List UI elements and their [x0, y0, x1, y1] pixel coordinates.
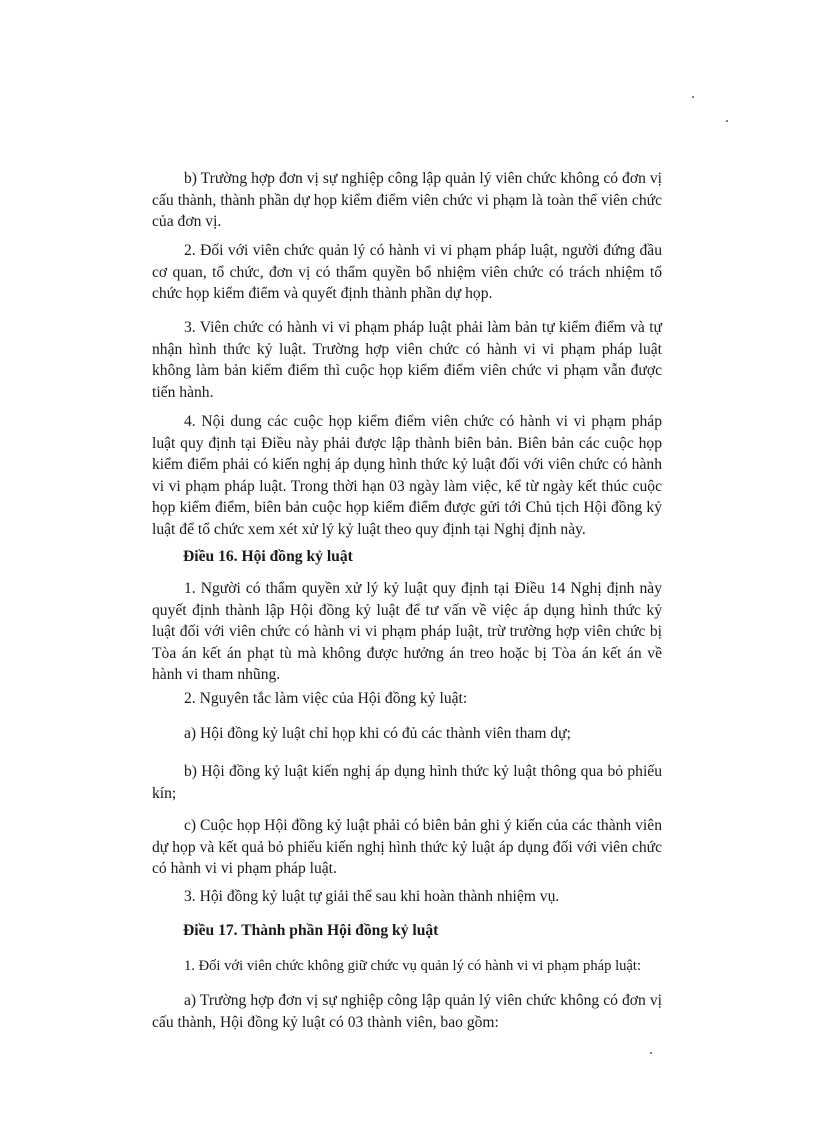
paragraph-16-1: 1. Người có thẩm quyền xử lý kỷ luật quy định tại Điều 14 Nghị định này quyết định thành lập Hội đồng kỷ luật để tư vấn về việc áp dụng hình thức kỷ luật đối với viên chức có hành vi vi phạm pháp luật, trừ trường hợp viên chức bị Tòa án kết án phạt tù mà không được hưởng án treo hoặc bị Tòa án kết án về hành vi tham nhũng.: [152, 580, 662, 683]
paragraph-15-4: 4. Nội dung các cuộc họp kiểm điểm viên chức có hành vi vi phạm pháp luật quy định tại Điều này phải được lập thành biên bản. Biên bản các cuộc họp kiểm điểm phải có kiến nghị áp dụng hình thức kỷ luật đối với viên chức có hành vi vi phạm pháp luật. Trong thời hạn 03 ngày làm việc, kể từ ngày kết thúc cuộc họp kiểm điểm, biên bản cuộc họp kiểm điểm được gửi tới Chủ tịch Hội đồng kỷ luật để tổ chức xem xét xử lý kỷ luật theo quy định tại Nghị định này.: [152, 413, 662, 538]
paragraph-16-2: 2. Nguyên tắc làm việc của Hội đồng kỷ luật:: [184, 690, 468, 707]
paragraph-15-1b: b) Trường hợp đơn vị sự nghiệp công lập quản lý viên chức không có đơn vị cấu thành, thành phần dự họp kiểm điểm viên chức vi phạm là toàn thể viên chức của đơn vị.: [152, 170, 662, 230]
paragraph-16-2c: c) Cuộc họp Hội đồng kỷ luật phải có biên bản ghi ý kiến của các thành viên dự họp và kết quả bỏ phiếu kiến nghị hình thức kỷ luật áp dụng đối với viên chức có hành vi vi phạm pháp luật.: [152, 817, 662, 877]
paragraph-17-1: 1. Đối với viên chức không giữ chức vụ quản lý có hành vi vi phạm pháp luật:: [184, 958, 642, 974]
paragraph-16-2b: b) Hội đồng kỷ luật kiến nghị áp dụng hình thức kỷ luật thông qua bỏ phiếu kín;: [152, 763, 662, 802]
scan-speck: [650, 1052, 652, 1054]
paragraph-17-1a: a) Trường hợp đơn vị sự nghiệp công lập quản lý viên chức không có đơn vị cấu thành, Hội đồng kỷ luật có 03 thành viên, bao gồm:: [152, 992, 662, 1031]
scan-speck: [692, 96, 694, 98]
paragraph-15-3: 3. Viên chức có hành vi vi phạm pháp luật phải làm bản tự kiểm điểm và tự nhận hình thức kỷ luật. Trường hợp viên chức có hành vi vi phạm pháp luật không làm bản kiểm điểm thì cuộc họp kiểm điểm viên chức vi phạm vẫn được tiến hành.: [152, 319, 662, 401]
scan-speck: [726, 120, 728, 122]
paragraph-16-2a: a) Hội đồng kỷ luật chỉ họp khi có đủ các thành viên tham dự;: [184, 725, 571, 742]
paragraph-15-2: 2. Đối với viên chức quản lý có hành vi vi phạm pháp luật, người đứng đầu cơ quan, tổ chức, đơn vị có thẩm quyền bổ nhiệm viên chức có trách nhiệm tổ chức họp kiểm điểm và quyết định thành phần dự họp.: [152, 242, 662, 302]
paragraph-16-3: 3. Hội đồng kỷ luật tự giải thể sau khi hoàn thành nhiệm vụ.: [184, 888, 560, 905]
article-17-heading: Điều 17. Thành phần Hội đồng kỷ luật: [183, 922, 439, 939]
article-16-heading: Điều 16. Hội đồng kỷ luật: [183, 548, 353, 565]
